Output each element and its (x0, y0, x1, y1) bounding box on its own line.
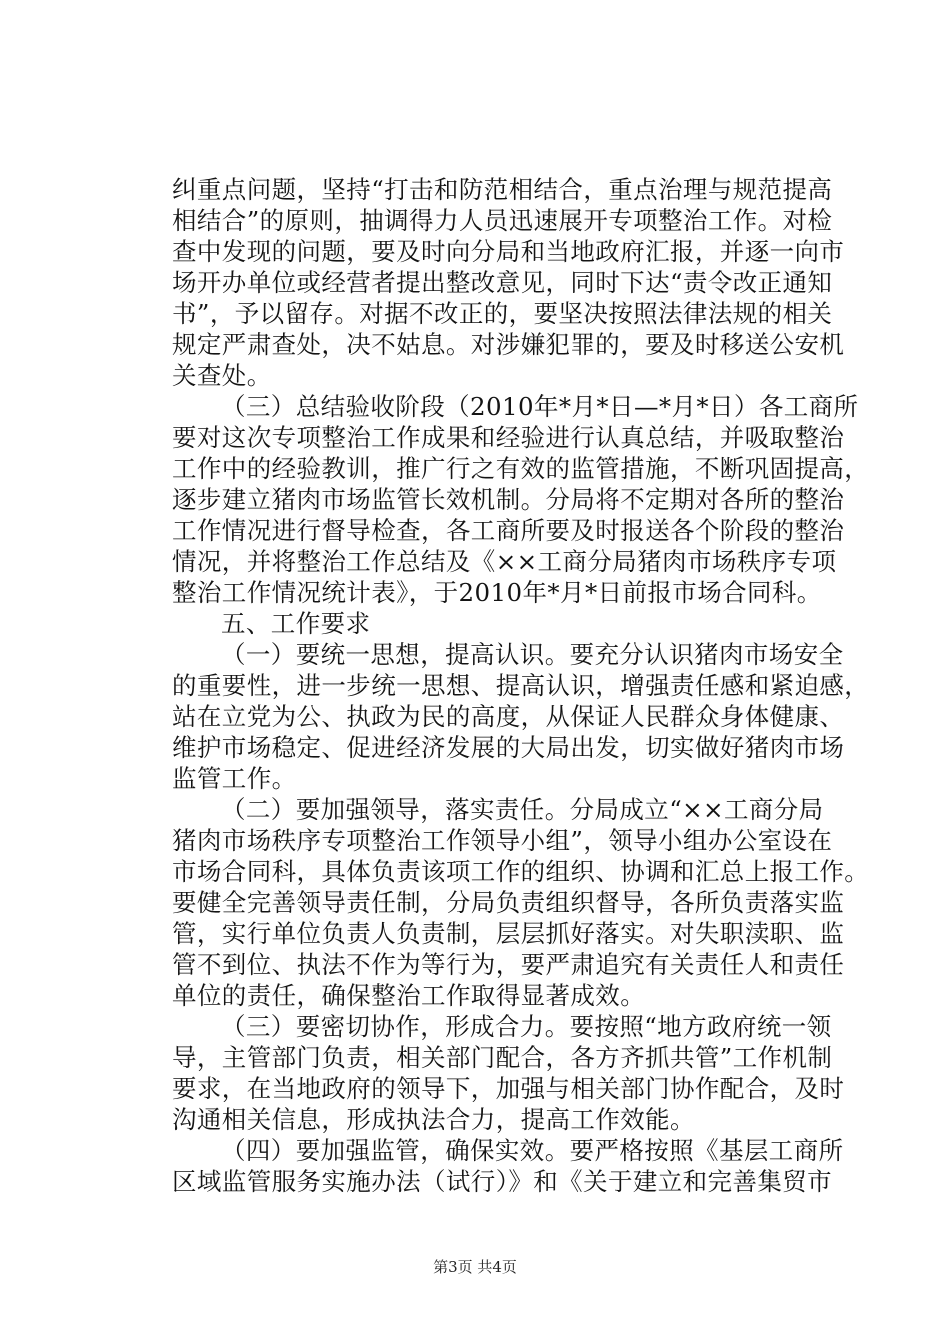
text-line: 管，实行单位负责人负责制，层层抓好落实。对失职渎职、监 (172, 919, 845, 948)
text-line: 猪肉市场秩序专项整治工作领导小组”，领导小组办公室设在 (172, 826, 833, 855)
text-line: 书”，予以留存。对据不改正的，要坚决按照法律法规的相关 (172, 299, 833, 328)
text-line: 区域监管服务实施办法（试行）》和《关于建立和完善集贸市 (172, 1167, 833, 1196)
text-line: 情况，并将整治工作总结及《××工商分局猪肉市场秩序专项 (172, 547, 837, 576)
text-line: 沟通相关信息，形成执法合力，提高工作效能。 (172, 1105, 695, 1134)
text-line: 单位的责任，确保整治工作取得显著成效。 (172, 981, 646, 1010)
text-line: 站在立党为公、执政为民的高度，从保证人民群众身体健康、 (172, 702, 845, 731)
text-line: 工作中的经验教训，推广行之有效的监管措施，不断巩固提高， (172, 454, 870, 483)
text-line: 整治工作情况统计表》，于2010年*月*日前报市场合同科。 (172, 578, 822, 607)
text-line: （二）要加强领导，落实责任。分局成立“××工商分局 (221, 795, 824, 824)
section-heading: 五、工作要求 (221, 609, 371, 638)
text-line: 维护市场稳定、促进经济发展的大局出发，切实做好猪肉市场 (172, 733, 845, 762)
text-line: （四）要加强监管，确保实效。要严格按照《基层工商所 (221, 1136, 844, 1165)
text-line: 工作情况进行督导检查，各工商所要及时报送各个阶段的整治 (172, 516, 845, 545)
text-line: （一）要统一思想，提高认识。要充分认识猪肉市场安全 (221, 640, 844, 669)
text-line: 管不到位、执法不作为等行为，要严肃追究有关责任人和责任 (172, 950, 845, 979)
text-line: 监管工作。 (172, 764, 297, 793)
text-line: 相结合”的原则，抽调得力人员迅速展开专项整治工作。对检 (172, 206, 833, 235)
text-line: （三）要密切协作，形成合力。要按照“地方政府统一领 (221, 1012, 832, 1041)
text-line: 要健全完善领导责任制，分局负责组织督导，各所负责落实监 (172, 888, 845, 917)
text-line: 要求，在当地政府的领导下，加强与相关部门协作配合，及时 (172, 1074, 845, 1103)
text-line: 的重要性，进一步统一思想、提高认识，增强责任感和紧迫感， (172, 671, 870, 700)
text-line: （三）总结验收阶段（2010年*月*日—*月*日）各工商所 (221, 392, 859, 421)
text-line: 市场合同科，具体负责该项工作的组织、协调和汇总上报工作。 (172, 857, 870, 886)
text-line: 导，主管部门负责，相关部门配合，各方齐抓共管”工作机制 (172, 1043, 833, 1072)
text-line: 逐步建立猪肉市场监管长效机制。分局将不定期对各所的整治 (172, 485, 845, 514)
text-line: 纠重点问题，坚持“打击和防范相结合，重点治理与规范提高 (172, 175, 833, 204)
text-line: 场开办单位或经营者提出整改意见，同时下达“责令改正通知 (172, 268, 833, 297)
text-line: 关查处。 (172, 361, 272, 390)
text-line: 要对这次专项整治工作成果和经验进行认真总结，并吸取整治 (172, 423, 845, 452)
page-number-footer: 第3页 共4页 (433, 1258, 517, 1276)
text-line: 规定严肃查处，决不姑息。对涉嫌犯罪的，要及时移送公安机 (172, 330, 845, 359)
text-line: 查中发现的问题，要及时向分局和当地政府汇报，并逐一向市 (172, 237, 845, 266)
